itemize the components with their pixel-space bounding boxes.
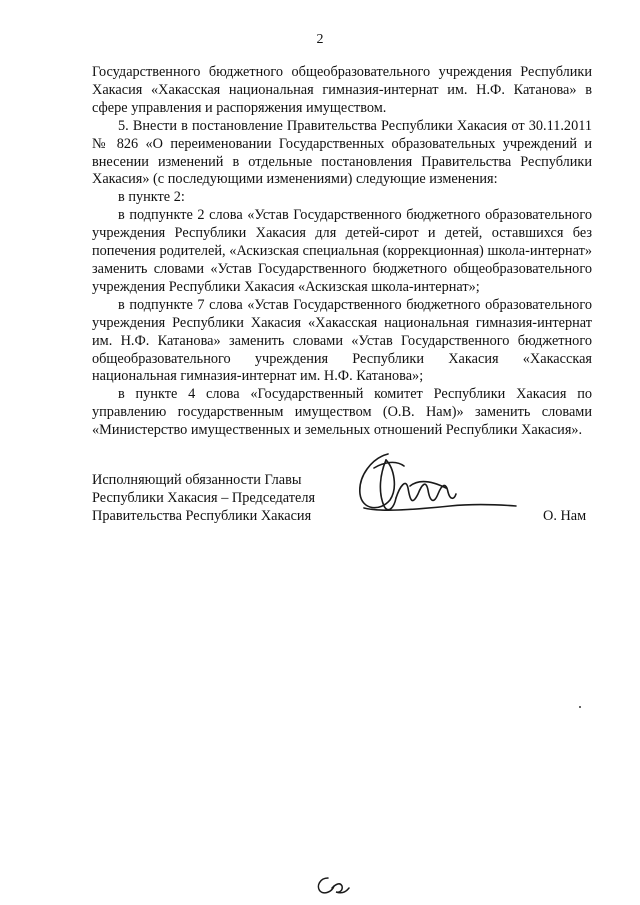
signatory-title-line: Республики Хакасия – Председателя (92, 489, 316, 506)
signatory-title (92, 472, 315, 526)
paragraph: 5. Внести в постановление Правительства Республики Хакасия от 30.11.2011 № 826 «О переименовании Государственных образовательных учреждений и внесении изменений в отдельные постановления Правительства Республики Хакасия» (с последующими изменениями) следующие изменения: (92, 117, 592, 188)
paragraph: Государственного бюджетного общеобразовательного учреждения Республики Хакасия «Хакасская национальная гимназия-интернат им. Н.Ф. Катанова» в сфере управления и распоряжения имуществом. (92, 64, 592, 116)
handwritten-signature (350, 448, 520, 528)
paragraph: в пункте 4 слова «Государственный комитет Республики Хакасия по управлению государственным имуществом (О.В. Нам)» заменить словами «Министерство имущественных и земельных отношений Республики Хакасия». (92, 386, 592, 439)
paragraph: в подпункте 7 слова «Устав Государственного бюджетного образовательного учреждения Республики Хакасия «Хакасская национальная гимназия-интернат им. Н.Ф. Катанова» заменить словами «Устав Государственного бюджетного общеобразовательного учреждения Республики Хакасия «Хакасская национальная гимназия-интернат им. Н.Ф. Катанова»; (92, 296, 592, 385)
document-body (92, 64, 592, 440)
signatory-title-line: Правительства Республики Хакасия (92, 507, 312, 524)
signatory-title-line: Исполняющий обязанности Главы (92, 472, 302, 488)
page-number: 2 (316, 32, 324, 47)
paragraph: в пункте 2: (118, 189, 185, 206)
scan-dot (579, 706, 581, 708)
signatory-name: О. Нам (543, 508, 587, 524)
handwritten-initial-mark (312, 872, 352, 898)
paragraph: в подпункте 2 слова «Устав Государственного бюджетного образовательного учреждения Республики Хакасия для детей-сирот и детей, оставшихся без попечения родителей, «Аскизская специальная (коррекционная) школа-интернат» заменить словами «Устав Государственного бюджетного общеобразовательного учреждения Республики Хакасия «Аскизская школа-интернат»; (92, 207, 592, 295)
